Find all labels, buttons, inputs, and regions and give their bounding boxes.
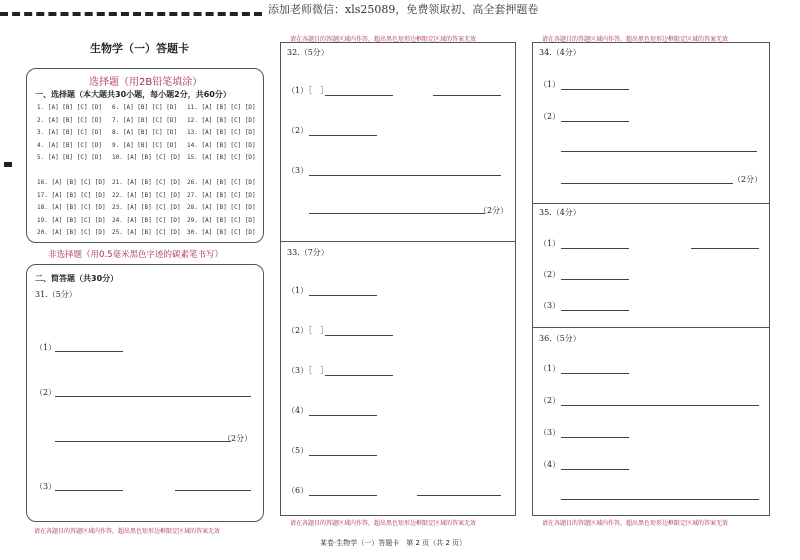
mc-number: 22. [112, 191, 123, 199]
q33-blank6a[interactable] [309, 495, 377, 496]
q32-q33-divider [281, 241, 515, 242]
mc-options[interactable]: [A] [B] [C] [D] [126, 229, 181, 236]
q36-blank3[interactable] [561, 437, 629, 438]
mc-question[interactable] [37, 229, 112, 236]
mc-number: 17. [37, 191, 48, 199]
mc-number: 1. [37, 104, 45, 111]
q34-blank2c[interactable] [561, 183, 733, 184]
mc-number: 21. [112, 179, 123, 186]
warning-right-top: 请在各题目的答题区域内作答，超出黑色矩形边框限定区域的答案无效 [542, 36, 729, 43]
q33-part6: （6） [287, 486, 309, 495]
q32-blank1b[interactable] [433, 95, 501, 96]
mc-options[interactable]: [A] [B] [C] [D] [201, 104, 256, 111]
mc-options[interactable]: [A] [B] [C] [D] [126, 216, 181, 224]
mc-options[interactable]: [A] [B] [C] [D] [47, 116, 103, 124]
q36-blank2[interactable] [561, 405, 759, 406]
mc-question[interactable] [112, 179, 187, 186]
mc-question[interactable] [187, 129, 262, 136]
mc-number: 2. [37, 116, 45, 124]
q32-part3: （3） [287, 166, 309, 175]
q32-part1: （1）［ ］ [287, 86, 329, 95]
mc-question[interactable] [112, 229, 187, 236]
q36-part4: （4） [539, 460, 561, 469]
mc-question[interactable] [37, 192, 112, 199]
q35-q36-divider [533, 327, 769, 328]
q36-part2: （2） [539, 396, 561, 405]
mc-options[interactable]: [A] [B] [C] [D] [122, 116, 178, 124]
mc-question[interactable] [187, 142, 262, 149]
q33-blank2[interactable] [325, 335, 393, 336]
q33-blank4[interactable] [309, 415, 377, 416]
mc-number: 5. [37, 154, 45, 161]
page-footer: 某卷·生物学（一）答题卡 第 2 页（共 2 页） [320, 539, 467, 547]
q31-box [26, 264, 264, 522]
mc-number: 30. [187, 229, 198, 236]
mc-number: 9. [112, 141, 120, 149]
mc-question[interactable] [37, 117, 112, 124]
q31-part2: （2） [35, 388, 57, 397]
mc-options[interactable]: [A] [B] [C] [D] [201, 191, 256, 199]
q35-part1: （1） [539, 239, 561, 248]
mc-options[interactable]: [A] [B] [C] [D] [126, 154, 181, 161]
q32-blank2[interactable] [309, 135, 377, 136]
mc-question[interactable] [112, 154, 187, 161]
q34-blank2b[interactable] [561, 151, 757, 152]
q33-blank1[interactable] [309, 295, 377, 296]
q33-label: 33.（7分） [287, 248, 329, 257]
mc-row [37, 154, 262, 161]
mc-question[interactable] [112, 104, 187, 111]
q31-blank2b[interactable] [55, 441, 231, 442]
middle-column [280, 42, 516, 516]
warning-mid-bottom: 请在各题目的答题区域内作答，超出黑色矩形边框限定区域的答案无效 [290, 520, 477, 527]
mc-options[interactable]: [A] [B] [C] [D] [201, 141, 256, 149]
mc-question[interactable] [187, 204, 262, 211]
mc-question[interactable] [187, 179, 262, 186]
q34-q35-divider [533, 203, 769, 204]
mc-options[interactable]: [A] [B] [C] [D] [201, 179, 256, 186]
q34-part1: （1） [539, 80, 561, 89]
mc-options[interactable]: [A] [B] [C] [D] [201, 204, 256, 211]
top-note: 添加老师微信：xls25089，免费领取初、高全套押题卷 [268, 3, 539, 16]
mc-question[interactable] [187, 229, 262, 236]
cut-line [0, 12, 262, 16]
q33-blank5[interactable] [309, 455, 377, 456]
choice-banner: 选择题（用2B铅笔填涂） [89, 77, 203, 88]
mc-number: 4. [37, 141, 45, 149]
mc-number: 20. [37, 229, 48, 236]
alignment-mark [4, 162, 12, 167]
mc-options[interactable]: [A] [B] [C] [D] [51, 229, 106, 236]
q33-blank6b[interactable] [417, 495, 501, 496]
mc-question[interactable] [112, 117, 187, 124]
q35-blank3[interactable] [561, 310, 629, 311]
mc-row [37, 179, 262, 186]
right-column [532, 42, 770, 516]
q35-part3: （3） [539, 301, 561, 310]
mc-options[interactable]: [A] [B] [C] [D] [122, 129, 178, 136]
q31-part1: （1） [35, 343, 57, 352]
q36-blank4a[interactable] [561, 469, 629, 470]
mc-options[interactable]: [A] [B] [C] [D] [126, 179, 181, 186]
mc-options[interactable]: [A] [B] [C] [D] [47, 154, 103, 161]
mc-options[interactable]: [A] [B] [C] [D] [201, 116, 256, 124]
mc-options[interactable]: [A] [B] [C] [D] [122, 141, 178, 149]
mc-row [37, 142, 262, 149]
mc-number: 29. [187, 216, 198, 224]
mc-number: 15. [187, 154, 198, 161]
q32-part3-score: （2分） [479, 206, 509, 215]
mc-options[interactable]: [A] [B] [C] [D] [51, 179, 106, 186]
q31-label: 31.（5分） [35, 290, 77, 299]
mc-number: 27. [187, 191, 198, 199]
mc-question[interactable] [112, 217, 187, 224]
q33-part5: （5） [287, 446, 309, 455]
mc-number: 25. [112, 229, 123, 236]
mc-row [37, 129, 262, 136]
warning-mid-top: 请在各题目的答题区域内作答，超出黑色矩形边框限定区域的答案无效 [290, 36, 477, 43]
q31-part2-score: （2分） [223, 434, 253, 443]
mc-number: 8. [112, 129, 120, 136]
mc-number: 13. [187, 129, 198, 136]
mc-number: 16. [37, 179, 48, 186]
mc-row [37, 104, 262, 111]
q33-blank3[interactable] [325, 375, 393, 376]
mc-options[interactable]: [A] [B] [C] [D] [126, 191, 181, 199]
mc-question[interactable] [187, 104, 262, 111]
mc-question[interactable] [37, 204, 112, 211]
mc-row [37, 192, 262, 199]
mc-question[interactable] [112, 142, 187, 149]
mc-options[interactable]: [A] [B] [C] [D] [201, 216, 256, 224]
q32-label: 32.（5分） [287, 48, 329, 57]
q35-label: 35.（4分） [539, 208, 581, 217]
q32-blank3b[interactable] [309, 213, 485, 214]
mc-options[interactable]: [A] [B] [C] [D] [47, 141, 103, 149]
q34-blank2a[interactable] [561, 121, 629, 122]
mc-number: 23. [112, 204, 123, 211]
mc-options[interactable]: [A] [B] [C] [D] [47, 104, 103, 111]
q35-blank2[interactable] [561, 279, 629, 280]
mc-number: 12. [187, 116, 198, 124]
mc-question[interactable] [187, 117, 262, 124]
mc-question[interactable] [187, 217, 262, 224]
mc-number: 6. [112, 104, 120, 111]
q35-blank1a[interactable] [561, 248, 629, 249]
mc-question[interactable] [112, 129, 187, 136]
mc-number: 14. [187, 141, 198, 149]
q36-blank4b[interactable] [561, 499, 759, 500]
mc-options[interactable]: [A] [B] [C] [D] [201, 129, 256, 136]
q33-part4: （4） [287, 406, 309, 415]
mc-number: 24. [112, 216, 123, 224]
mc-number: 19. [37, 216, 48, 224]
mc-number: 7. [112, 116, 120, 124]
mc-question[interactable] [37, 129, 112, 136]
mc-question[interactable] [37, 217, 112, 224]
q33-part3: （3）［ ］ [287, 366, 329, 375]
card-title: 生物学（一）答题卡 [90, 42, 189, 55]
q36-label: 36.（5分） [539, 334, 581, 343]
mc-row [37, 204, 262, 211]
mc-options[interactable]: [A] [B] [C] [D] [201, 229, 256, 236]
mc-question[interactable] [187, 192, 262, 199]
mc-options[interactable]: [A] [B] [C] [D] [201, 154, 256, 161]
mc-question[interactable] [37, 179, 112, 186]
mc-options[interactable]: [A] [B] [C] [D] [122, 104, 178, 111]
q36-part3: （3） [539, 428, 561, 437]
q33-part1: （1） [287, 286, 309, 295]
section1-title: 一、选择题（本大题共30小题，每小题2分，共60分） [35, 90, 231, 99]
q34-label: 34.（4分） [539, 48, 581, 57]
mc-question[interactable] [37, 154, 112, 161]
mc-options[interactable]: [A] [B] [C] [D] [51, 204, 106, 211]
q31-blank3b[interactable] [175, 490, 251, 491]
q32-blank3a[interactable] [309, 175, 501, 176]
q34-blank1[interactable] [561, 89, 629, 90]
q32-blank1a[interactable] [325, 95, 393, 96]
mc-number: 10. [112, 154, 123, 161]
mc-options[interactable]: [A] [B] [C] [D] [47, 129, 103, 136]
nonchoice-banner: 非选择题（用0.5毫米黑色字迹的碳素笔书写） [48, 250, 224, 260]
mc-question[interactable] [37, 104, 112, 111]
warning-right-bottom: 请在各题目的答题区域内作答，超出黑色矩形边框限定区域的答案无效 [542, 520, 729, 527]
mc-row [37, 229, 262, 236]
q34-part2: （2） [539, 112, 561, 121]
mc-number: 3. [37, 129, 45, 136]
q35-part2: （2） [539, 270, 561, 279]
choice-section [26, 68, 264, 243]
mc-options[interactable]: [A] [B] [C] [D] [126, 204, 181, 211]
q31-blank3a[interactable] [55, 490, 123, 491]
mc-options[interactable]: [A] [B] [C] [D] [51, 216, 106, 224]
q35-blank1b[interactable] [691, 248, 759, 249]
mc-question[interactable] [187, 154, 262, 161]
q36-blank1[interactable] [561, 373, 629, 374]
warning-left: 请在各题目的答题区域内作答，超出黑色矩形边框限定区域的答案无效 [34, 528, 221, 535]
section2-title: 二、简答题（共30分） [35, 274, 119, 283]
mc-number: 26. [187, 179, 198, 186]
mc-number: 28. [187, 204, 198, 211]
q31-blank1[interactable] [55, 351, 123, 352]
mc-question[interactable] [112, 192, 187, 199]
mc-question[interactable] [112, 204, 187, 211]
mc-number: 18. [37, 204, 48, 211]
mc-question[interactable] [37, 142, 112, 149]
q34-part2-score: （2分） [733, 175, 763, 184]
mc-row [37, 117, 262, 124]
q33-part2: （2）［ ］ [287, 326, 329, 335]
q31-blank2[interactable] [55, 396, 251, 397]
mc-options[interactable]: [A] [B] [C] [D] [51, 191, 106, 199]
mc-number: 11. [187, 104, 198, 111]
q31-part3: （3） [35, 482, 57, 491]
mc-row [37, 217, 262, 224]
q36-part1: （1） [539, 364, 561, 373]
q32-part2: （2） [287, 126, 309, 135]
